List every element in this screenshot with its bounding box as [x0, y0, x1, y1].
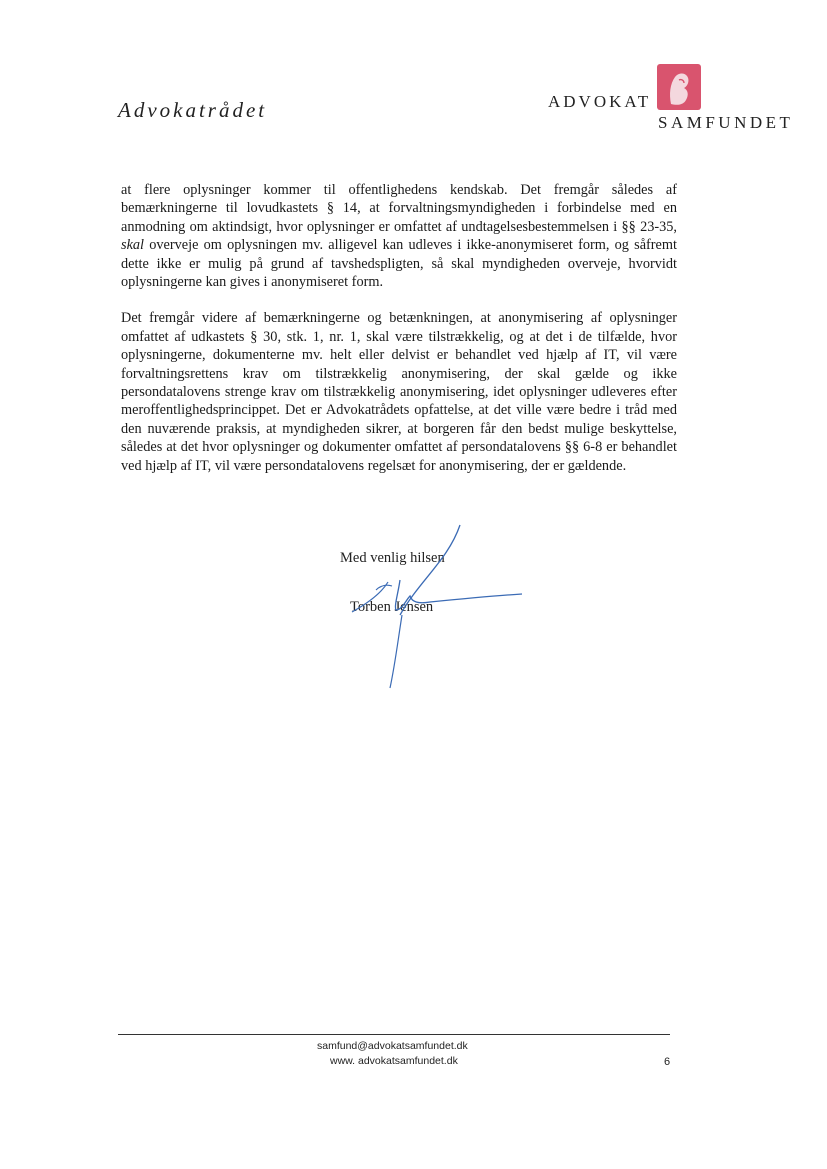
paragraph-1-part-a: at flere oplysninger kommer til offentlighedens kendskab. Det fremgår således af bemærkningerne til lovudkastets § 14, at forvaltningsmyndigheden i forbindelse med en anmodning om aktindsigt, hvor oplysninger er omfattet af undtagelsesbestemmelsen i §§ 23-35,	[121, 182, 677, 235]
closing-greeting: Med venlig hilsen	[340, 550, 445, 566]
signature-stroke-4	[390, 615, 402, 688]
footer-email[interactable]: samfund@advokatsamfundet.dk	[317, 1040, 468, 1052]
paragraph-2: Det fremgår videre af bemærkningerne og betænkningen, at anonymisering af oplysninger omfattet af udkastets § 30, stk. 1, nr. 1, skal være tilstrækkelig, og at det i de tilfælde, hvor oplysningerne, dokumenterne mv. helt eller delvist er behandlet ved hjælp af IT, vil være forvaltningsrettens krav om tilstrækkelig anonymisering, der skal gælde og ikke persondatalovens strenge krav om tilstrækkelig anonymisering, idet oplysninger udleveres efter meroffentlighedsprincippet. Det er Advokatrådets opfattelse, at det ville være bedre i tråd med den nuværende praksis, at myndigheden sikrer, at borgeren får den bedst mulige beskyttelse, således at det hvor oplysninger og dokumenter omfattet af persondatalovens §§ 6-8 er behandlet ved hjælp af IT, vil være persondatalovens regelsæt for anonymisering, der er gældende.	[121, 310, 677, 474]
logo-text-top: ADVOKAT	[548, 92, 652, 111]
paragraph-1-emphasis: skal	[121, 237, 145, 254]
logo-mark-icon	[657, 64, 701, 110]
signature-stroke-2	[352, 582, 388, 612]
footer-website[interactable]: www. advokatsamfundet.dk	[330, 1055, 458, 1067]
paragraph-1-part-b: overveje om oplysningen mv. alligevel kan udleves i ikke-anonymiseret form, og såfremt dette ikke er mulig på grund af tavshedspligten, så skal myndigheden overveje, hvorvidt oplysningerne kan gives i anonymiseret form.	[121, 237, 677, 291]
letter-body	[121, 181, 677, 493]
signatory-name: Torben Jensen	[350, 599, 434, 615]
handwritten-signature	[340, 520, 540, 700]
page-number: 6	[664, 1056, 671, 1068]
paragraph-1	[121, 181, 677, 291]
signature-stroke-3	[395, 580, 522, 610]
logo-text-bottom: SAMFUNDET	[658, 113, 794, 132]
advokatsamfundet-logo	[548, 64, 798, 134]
footer-divider	[118, 1034, 670, 1035]
header-title: Advokatrådet	[118, 98, 268, 122]
